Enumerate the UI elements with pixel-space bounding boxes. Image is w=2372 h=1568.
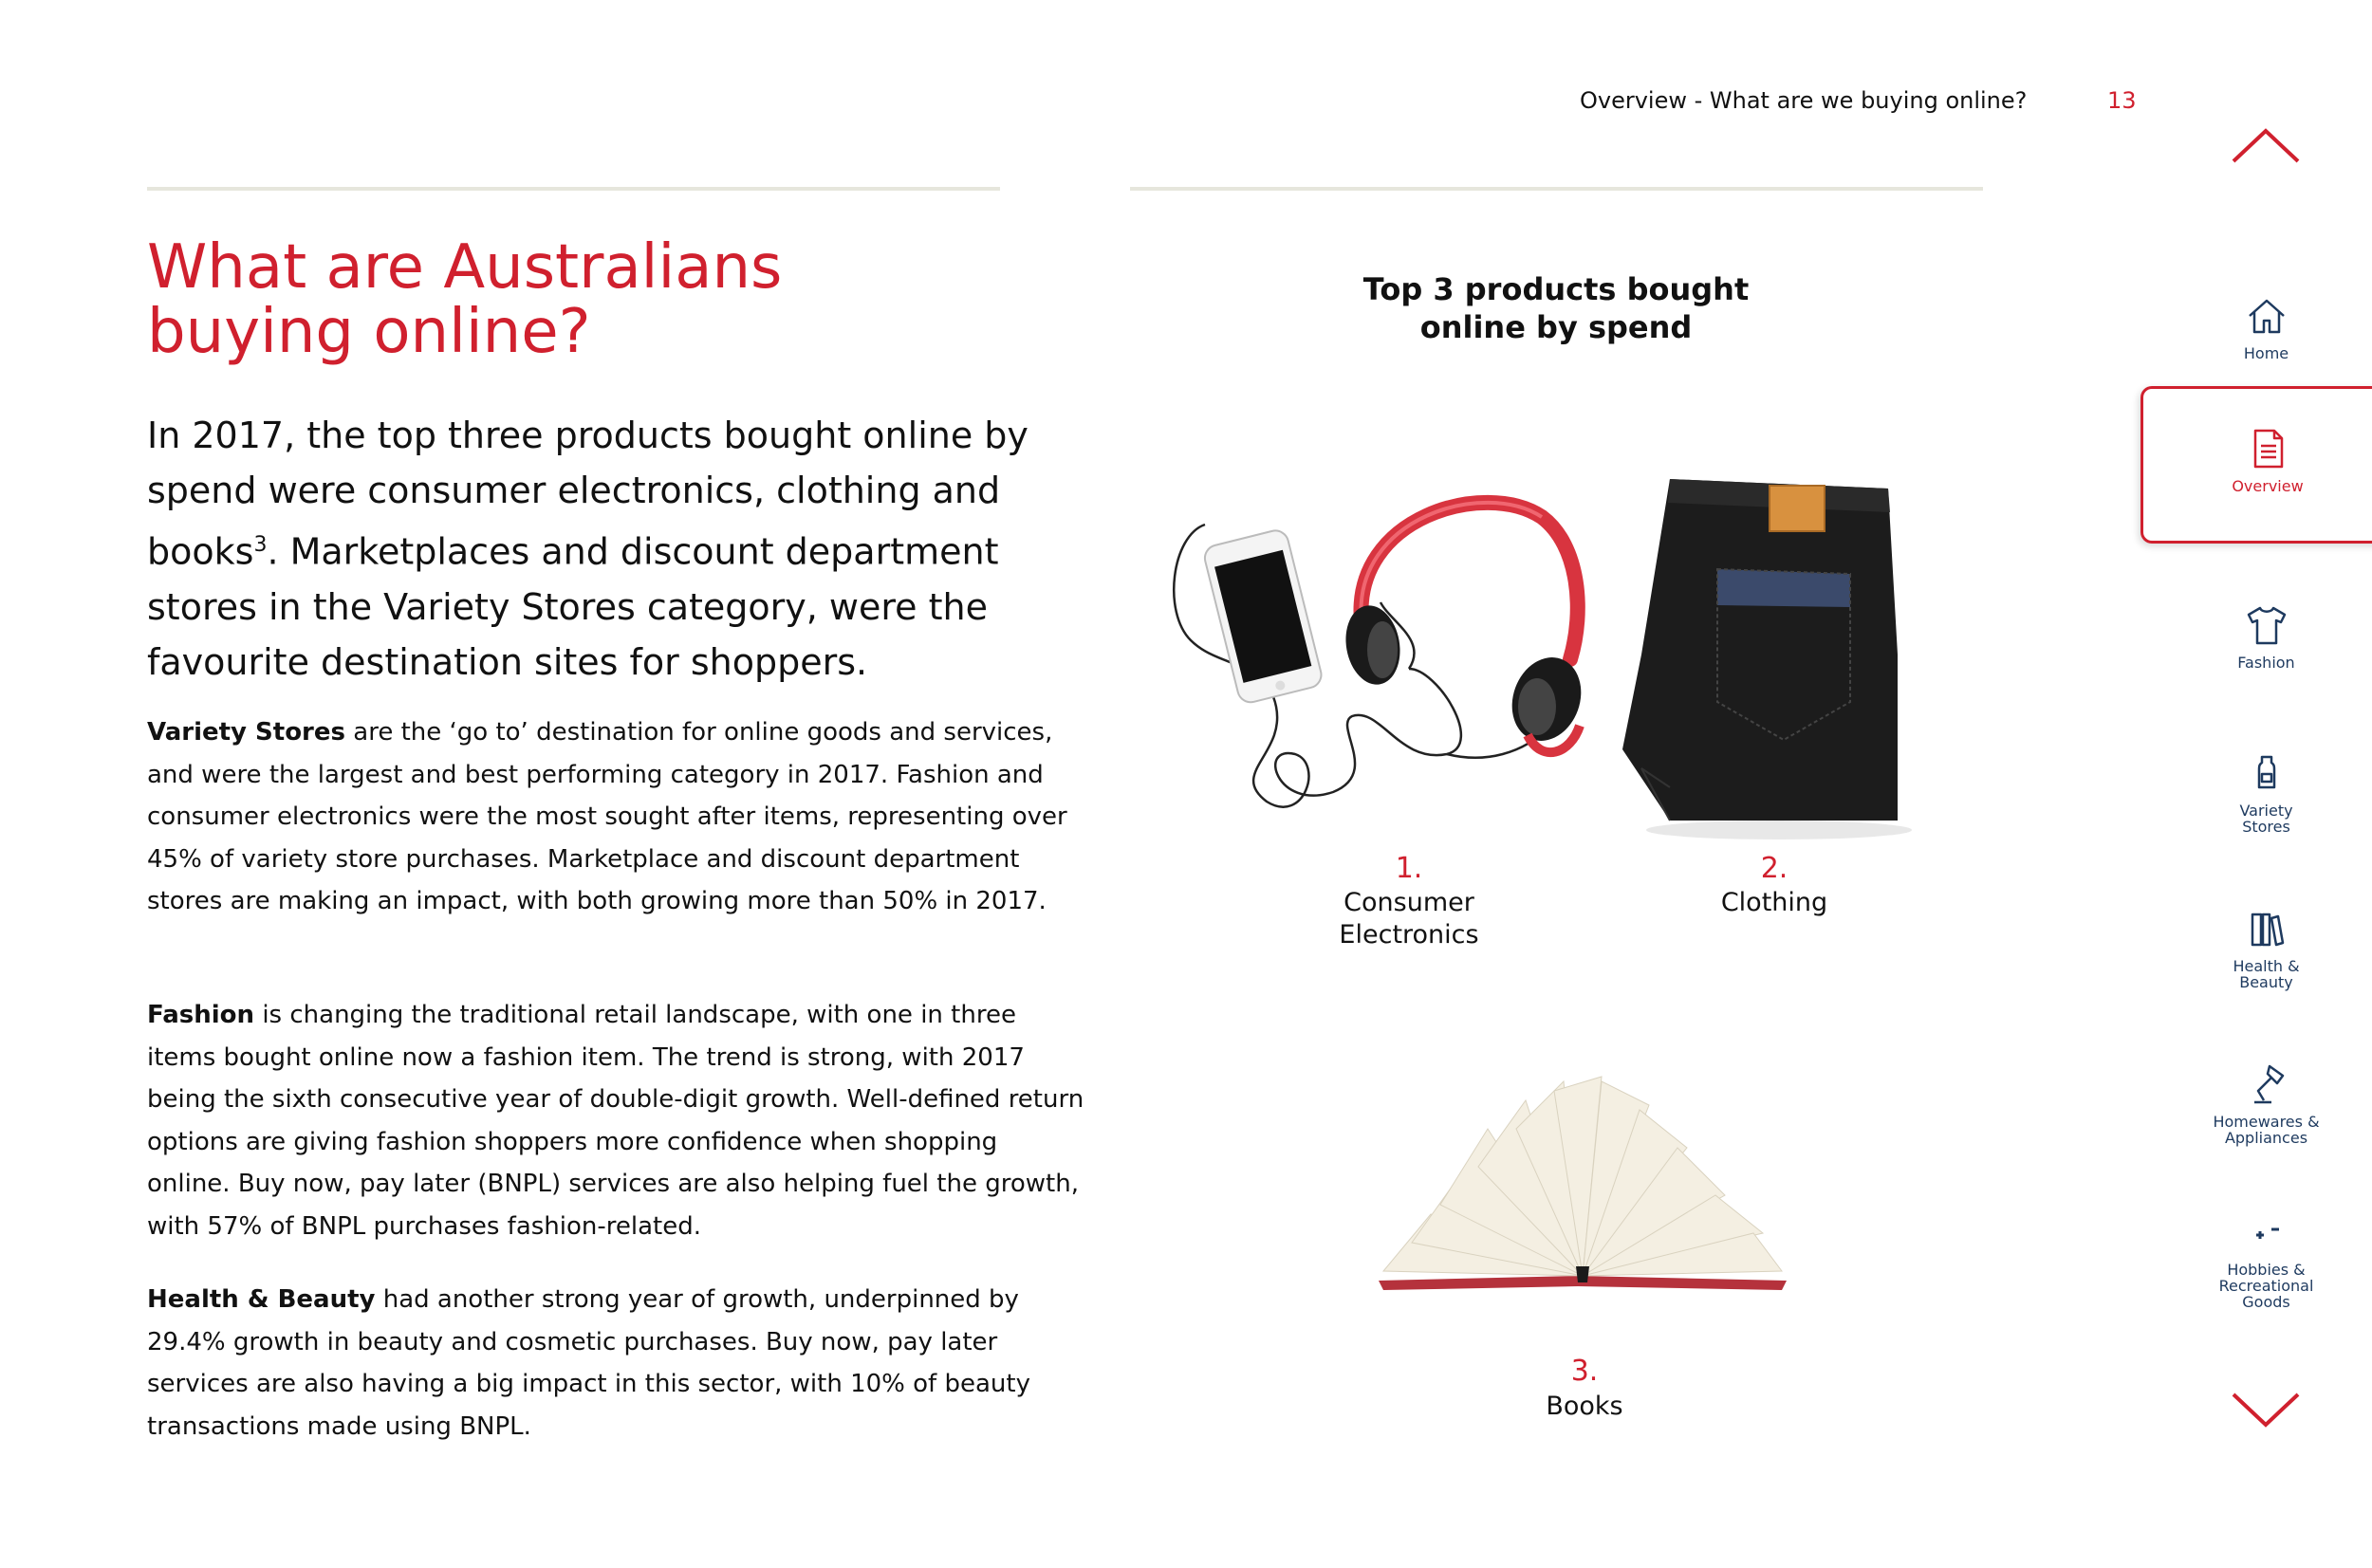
item-number: 1. (1395, 852, 1423, 885)
sidebar-item-label: Homewares & (2213, 1113, 2320, 1131)
paragraph-fashion (147, 994, 1086, 1247)
paragraph-body: are the ‘go to’ destination for online goods and services, and were the largest and best performing category in 2017. Fashion and consumer electronics were the most sought after items, representing over 45% of variety store purchases. Marketplace and discount department stores are making an impact, with both growing more than 50% in 2017. (147, 718, 1067, 915)
paragraph-health-beauty (147, 1279, 1086, 1448)
sidebar-item-label-line2: Appliances (2224, 1129, 2308, 1147)
page-title-line2: buying online? (147, 297, 591, 367)
sidebar-item-label-line2: Stores (2242, 818, 2290, 836)
lead-paragraph (147, 408, 1058, 690)
sidebar-item-label: Variety (2239, 802, 2293, 820)
home-icon (2243, 292, 2290, 340)
sidebar-item-fashion[interactable] (2140, 565, 2372, 717)
sidebar-item-health-beauty[interactable] (2140, 869, 2372, 1021)
books-icon (2243, 905, 2290, 952)
paragraph-body: had another strong year of growth, underpinned by 29.4% growth in beauty and cosmetic purchases. Buy now, pay later services are also having a big impact in this sector, with 10% of beauty transactions made using BNPL. (147, 1285, 1030, 1441)
paragraph-heading: Fashion (147, 1001, 255, 1029)
sidebar-item-hobbies-recreational[interactable] (2140, 1172, 2372, 1338)
sidebar-item-overview[interactable] (2140, 386, 2372, 544)
paragraph-body: is changing the traditional retail landscape, with one in three items bought online now a fashion item. The trend is strong, with 2017 being the sixth consecutive year of double-digit growth. Well-defined return options are giving fashion shoppers more confidence when shopping online. Buy now, pay later (BNPL) services are also helping fuel the growth, with 57% of BNPL purchases fashion-related. (147, 1001, 1084, 1241)
figure-title-line1: Top 3 products bought (1362, 271, 1750, 307)
gamepad-icon (2243, 1208, 2290, 1256)
document-icon (2244, 425, 2291, 472)
figure-title (1319, 270, 1793, 346)
chevron-up-icon[interactable] (2232, 127, 2300, 165)
divider-right (1130, 187, 1983, 191)
footnote-ref[interactable]: 3 (253, 533, 268, 557)
chevron-down-icon[interactable] (2232, 1391, 2300, 1429)
item-label-consumer-electronics (1314, 887, 1504, 951)
sidebar-item-homewares-appliances[interactable] (2140, 1024, 2372, 1176)
divider-left (147, 187, 1000, 191)
sidebar-item-label: Home (2243, 344, 2289, 362)
lamp-icon (2243, 1061, 2290, 1108)
sidebar-item-label-line3: Goods (2242, 1293, 2290, 1311)
item-label-line1: Consumer (1344, 888, 1474, 917)
item-label-books: Books (1546, 1392, 1623, 1421)
item-label-clothing: Clothing (1720, 888, 1828, 917)
item-label-line2: Electronics (1339, 920, 1479, 950)
sidebar-item-variety-stores[interactable] (2140, 713, 2372, 865)
clothing-image (1613, 465, 1926, 844)
lead-text: In 2017, the top three products bought online by spend were consumer electronics, clothing and books (147, 415, 1028, 573)
bottle-icon (2243, 749, 2290, 797)
sidebar-item-label: Overview (2232, 477, 2304, 495)
electronics-image (1162, 479, 1608, 839)
sidebar-item-label-line2: Beauty (2239, 973, 2293, 991)
running-header: Overview - What are we buying online? (1580, 87, 2028, 114)
paragraph-variety-stores (147, 711, 1086, 923)
tshirt-icon (2243, 601, 2290, 649)
sidebar-item-label: Fashion (2237, 654, 2295, 672)
sidebar-item-label: Hobbies & (2227, 1261, 2306, 1279)
lead-text-2: . Marketplaces and discount department stores in the Variety Stores category, were the favourite destination sites for shoppers. (147, 530, 999, 683)
sidebar-item-home[interactable] (2140, 256, 2372, 408)
paragraph-heading: Variety Stores (147, 718, 345, 747)
books-image (1374, 1072, 1791, 1295)
item-number: 2. (1760, 852, 1788, 885)
page-number: 13 (2107, 87, 2137, 114)
sidebar-item-label-line2: Recreational (2218, 1277, 2314, 1295)
sidebar-item-label: Health & (2233, 957, 2300, 975)
item-number: 3. (1570, 1355, 1599, 1388)
figure-title-line2: online by spend (1419, 309, 1693, 345)
page-title-line1: What are Australians (147, 232, 783, 303)
page-title (147, 232, 1001, 367)
paragraph-heading: Health & Beauty (147, 1285, 376, 1314)
